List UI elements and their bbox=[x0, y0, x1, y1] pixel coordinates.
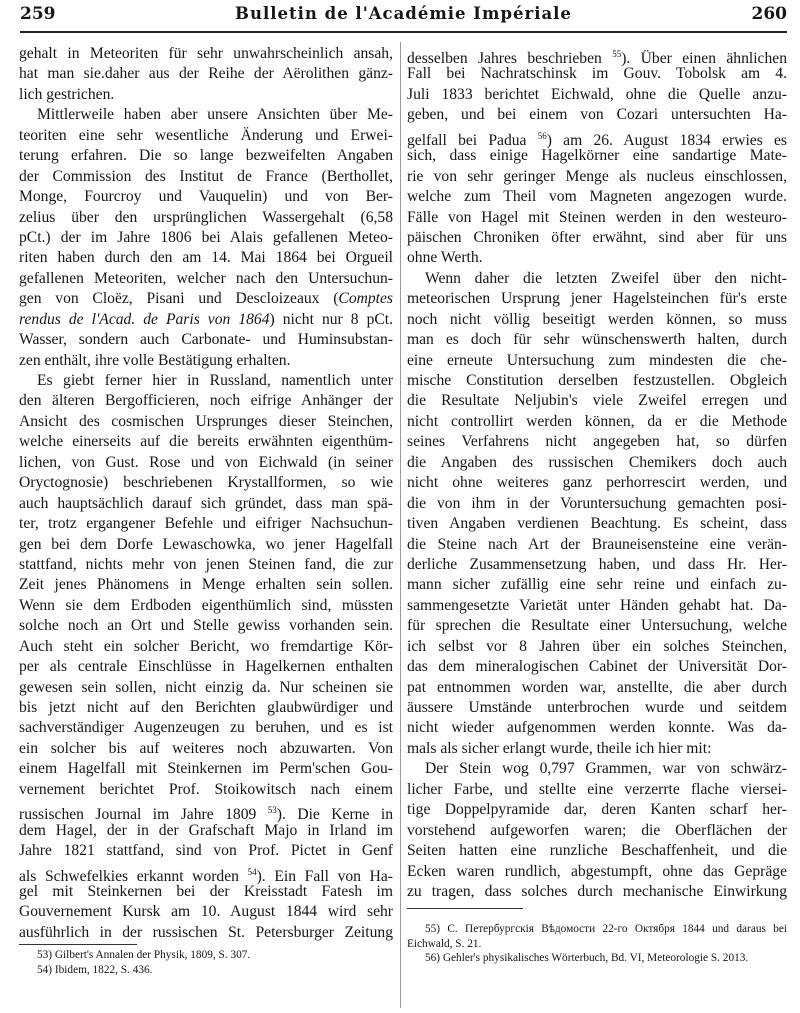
running-header bbox=[20, 4, 787, 28]
text-line: ter, trotz ergangener Befehle und eifriger Nachsuchun- bbox=[19, 515, 393, 533]
text-line: pCt.) der im Jahre 1806 bei Alais gefallenen Meteo- bbox=[19, 228, 393, 246]
text-line: Wasser, sondern auch Carbonate- und Huminsubstan- bbox=[19, 331, 393, 349]
journal-title: Bulletin de l'Académie Impériale bbox=[235, 4, 572, 23]
text-line: stattfand, nichts mehr von jenen Steinen fand, die zur bbox=[19, 555, 393, 573]
paragraph bbox=[19, 105, 393, 371]
text-line: Fall bei Nachratschinsk im Gouv. Tobolsk am 4. bbox=[407, 65, 787, 83]
text-line: Juli 1833 berichtet Eichwald, ohne die Quelle anzu- bbox=[407, 85, 787, 103]
text-line: teoriten eine sehr wesentliche Änderung und Erwei- bbox=[19, 126, 393, 144]
header-rule bbox=[20, 31, 787, 33]
text-segment: desselben Jahres beschrieben bbox=[407, 50, 613, 67]
text-line: lichen, von Gust. Rose und von Eichwald (in seiner bbox=[19, 453, 393, 471]
text-line: auch hauptsächlich darauf sich gründet, dass man spä- bbox=[19, 494, 393, 512]
text-line: ohne Werth. bbox=[407, 249, 483, 267]
left-column bbox=[19, 44, 393, 943]
text-line: ich selbst vor 8 Jahren über ein solches Steinchen, bbox=[407, 637, 787, 655]
text-line: solche noch an Ort und Stelle gewiss vorhanden sein. bbox=[19, 617, 393, 635]
paragraph bbox=[407, 44, 787, 269]
footnotes-left bbox=[19, 948, 393, 977]
text-line: mals als sicher erlangt wurde, theile ich hier mit: bbox=[407, 739, 712, 757]
text-line: Ecken waren rundlich, abgestumpft, ohne das Gepräge bbox=[407, 862, 787, 880]
text-line: gehalt in Meteoriten für sehr unwahrscheinlich ansah, bbox=[19, 45, 393, 62]
footnote-reference: 54 bbox=[247, 866, 257, 877]
text-line: vernement berichtet Prof. Stoikowitsch nach einem bbox=[19, 780, 393, 798]
text-line: rie von sehr geringer Menge als nucleus einschlossen, bbox=[407, 167, 787, 185]
paragraph bbox=[19, 371, 393, 943]
footnote-reference: 55 bbox=[612, 49, 622, 59]
footnote-rule-left bbox=[19, 944, 137, 945]
text-line: mann sicher zufällig eine sehr reine und einfach zu- bbox=[407, 576, 787, 594]
text-line: den älteren Bergofficieren, noch eifrige Anhänger der bbox=[19, 392, 393, 410]
text-line bbox=[19, 800, 393, 824]
column-divider bbox=[400, 42, 401, 1008]
text-segment: als Schwefelkies erkannt worden bbox=[19, 867, 248, 885]
text-line bbox=[19, 862, 393, 885]
footnote-rule-right bbox=[407, 908, 523, 909]
text-line: das dem mineralogischen Cabinet der Universität Dor- bbox=[407, 658, 787, 676]
italic-text: Comptes bbox=[338, 290, 393, 308]
text-line: zelius über den ursprünglichen Wassergehalt (6,58 bbox=[19, 208, 393, 226]
paragraph bbox=[19, 44, 393, 105]
text-line: Es giebt ferner hier in Russland, namentlich unter bbox=[37, 372, 393, 389]
text-line: Mittlerweile haben aber unsere Ansichten über Me- bbox=[37, 106, 393, 124]
text-line bbox=[407, 44, 787, 67]
text-line: sich, dass einige Hagelkörner eine sandartige Mate- bbox=[407, 147, 787, 165]
text-line: seines Verfahrens nicht angegeben hat, so dürfen bbox=[407, 433, 787, 451]
text-line: derliche Zusammensetzung haben, und dass Hr. Her- bbox=[407, 555, 787, 573]
text-line: für sprechen die Resultate einer Untersuchung, welche bbox=[407, 617, 787, 635]
text-line: äussere Umstände unterbrochen wurde und seitdem bbox=[407, 699, 787, 716]
text-line: sammengesetzte Varietät unter Händen gehabt hat. Da- bbox=[407, 596, 787, 614]
text-line: der Commission des Institut de France (Berthollet, bbox=[19, 167, 393, 185]
text-line: päischen Chroniken öfter erwähnt, sind aber für uns bbox=[407, 228, 787, 246]
text-line: terung erfahren. Die so lange bezweifelten Angaben bbox=[19, 147, 393, 165]
text-segment: gen von Cloëz, Pisani und Descloizeaux ( bbox=[19, 290, 339, 308]
text-line: Der Stein wog 0,797 Grammen, war von schwärz- bbox=[425, 760, 787, 778]
text-line: Fälle von Hagel mit Steinen werden in den westeuro- bbox=[407, 208, 787, 226]
text-line: dem Hagel, der in der Grafschaft Majo in Irland im bbox=[19, 821, 393, 839]
text-line bbox=[407, 126, 788, 149]
footnote-reference: 56 bbox=[537, 130, 547, 141]
text-line: gewesen sein sollen, nicht einzig da. Nur scheinen sie bbox=[19, 678, 393, 696]
text-line: licher Farbe, und stellte eine verzerrte flache viersei- bbox=[407, 780, 787, 798]
text-line: per als centrale Einschlüsse in Hagelkernen enthalten bbox=[19, 658, 393, 676]
text-line: bis jetzt nicht auf den Berichten glaubwürdiger und bbox=[19, 699, 393, 716]
text-line bbox=[19, 289, 393, 309]
text-line: meteorischen Ursprung jener Hagelsteinchen für's erste bbox=[407, 290, 787, 308]
text-segment: ) am 26. August 1834 erwies es bbox=[546, 131, 788, 149]
text-line: Ansicht des cosmischen Ursprunges dieser Steinchen, bbox=[19, 412, 393, 430]
footnote: 54) Ibidem, 1822, S. 436. bbox=[37, 963, 153, 976]
text-line: hat man sie.daher aus der Reihe der Aërolithen gänz- bbox=[19, 65, 393, 83]
text-line: Gouvernement Kursk am 10. August 1844 wird sehr bbox=[19, 903, 393, 921]
text-line: zen enthält, ihre volle Bestätigung erhalten. bbox=[19, 351, 291, 369]
text-line: die von ihm in der Voruntersuchung gemachten posi- bbox=[407, 494, 787, 512]
text-line: zu tragen, dass solches durch mechanische Einwirkung bbox=[407, 882, 787, 900]
page-number-right: 260 bbox=[751, 4, 787, 24]
text-line: Auch steht ein solcher Bericht, wo fremdartige Kör- bbox=[19, 637, 393, 655]
text-line: tiven Angaben verdienen Beachtung. Es scheint, dass bbox=[407, 515, 787, 533]
text-line: nicht ohne weiteres ganz perhorrescirt werden, und bbox=[407, 474, 787, 492]
footnote-reference: 53 bbox=[267, 805, 277, 816]
footnote: 53) Gilbert's Annalen der Physik, 1809, S. 307. bbox=[37, 949, 251, 961]
paragraph bbox=[407, 759, 787, 902]
text-line: Wenn sie dem Erdboden eigenthümlich sind, müssten bbox=[19, 596, 393, 614]
text-line: Seiten hatten eine runzliche Beschaffenheit, und die bbox=[407, 842, 787, 860]
text-segment: russischen Journal im Jahre 1809 bbox=[19, 806, 268, 824]
text-segment: ). Ein Fall von Ha- bbox=[256, 867, 393, 885]
text-line: sachverständiger Augenzeugen zu beruhen, und es ist bbox=[19, 719, 393, 737]
text-line: man es doch für sehr wünschenswerth halten, durch bbox=[407, 331, 787, 349]
footnote: 55) С. Петербургскія Вѣдомости 22-го Октября 1844 und daraus bei Eichwald, S. 21. bbox=[407, 923, 787, 950]
text-line: welche einerseits auf die bereits erwähnten eigenthüm- bbox=[19, 433, 393, 451]
text-line: Zeit jenes Phänomens in Menge erhalten sein sollen. bbox=[19, 576, 393, 594]
text-line: tige Doppelpyramide dar, deren Kanten scharf her- bbox=[407, 801, 787, 819]
text-line: einem Hagelfall mit Steinkernen im Perm'schen Gou- bbox=[19, 760, 393, 778]
text-line: gefallenen Meteoriten, welcher nach den Untersuchun- bbox=[19, 269, 393, 287]
text-segment: ). Über einen ähnlichen bbox=[621, 50, 787, 67]
text-line: Wenn daher die letzten Zweifel über den nicht- bbox=[425, 269, 787, 287]
text-line: riten haben durch den am 14. Mai 1864 bei Orgueil bbox=[19, 249, 393, 267]
text-line: nicht controllirt werden können, da er die Methode bbox=[407, 412, 787, 430]
text-line: noch nicht völlig beseitigt werden können, so muss bbox=[407, 310, 787, 328]
text-line: die Resultate Neljubin's viele Zweifel erregen und bbox=[407, 392, 787, 410]
text-line: nicht wieder aufgenommen werden konnte. Was da- bbox=[407, 719, 787, 737]
footnotes-right bbox=[407, 922, 787, 966]
text-line: lich gestrichen. bbox=[19, 85, 115, 103]
text-line: Monge, Fourcroy und Vauquelin) und von Ber- bbox=[19, 188, 393, 206]
text-line: Jahre 1821 stattfand, sind von Prof. Pictet in Genf bbox=[19, 842, 393, 860]
text-line: die Angaben des russischen Chemikers doch auch bbox=[407, 453, 787, 471]
text-line: gel mit Steinkernen bei der Kreisstadt Fatesh im bbox=[19, 882, 393, 900]
footnote: 56) Gehler's physikalisches Wörterbuch, Bd. VI, Meteorologie S. 2013. bbox=[425, 952, 749, 964]
text-line: vorstehend aufgeworfen waren; die Oberflächen der bbox=[407, 821, 787, 839]
text-segment: gelfall bei Padua bbox=[407, 131, 538, 149]
page-number-left: 259 bbox=[20, 4, 56, 24]
text-line: pat entnommen worden war, anstellte, die aber durch bbox=[407, 678, 787, 696]
text-line: mische Constitution derselben festzustellen. Obgleich bbox=[407, 372, 787, 389]
text-line: ein solcher bis auf weiteres noch abzuwarten. Von bbox=[19, 739, 393, 757]
text-line bbox=[19, 310, 393, 330]
text-segment: ). Die Kerne in bbox=[276, 806, 393, 824]
paragraph bbox=[407, 269, 787, 760]
text-line: die Steine nach Art der Brauneisensteine eine verän- bbox=[407, 535, 787, 553]
text-line: gen bei dem Dorfe Lewaschowka, wo jener Hagelfall bbox=[19, 535, 393, 553]
text-line: eine erneute Untersuchung zum mindesten die che- bbox=[407, 351, 787, 369]
text-line: welche zum Theil vom Magneten angezogen wurde. bbox=[407, 188, 787, 206]
text-line: geben, und bei einem von Cozari untersuchten Ha- bbox=[407, 106, 787, 124]
text-line: ausführlich in der russischen St. Petersburger Zeitung bbox=[19, 923, 393, 941]
text-segment: ) nicht nur 8 pCt. bbox=[269, 310, 393, 328]
right-column bbox=[407, 44, 787, 902]
text-line: Oryctognosie) beschriebenen Krystallformen, so wie bbox=[19, 474, 393, 492]
italic-text: rendus de l'Acad. de Paris von 1864 bbox=[19, 310, 270, 328]
